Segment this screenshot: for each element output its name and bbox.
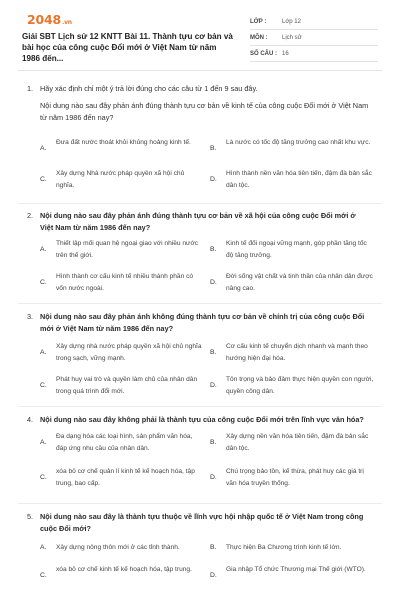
question-3 [0, 308, 400, 403]
option-text: Gia nhập Tổ chức Thương mại Thế giới (WTO). [226, 566, 366, 573]
question-text-part: Nội dung nào sau đây [40, 415, 118, 424]
option-letter: B. [210, 349, 217, 356]
option-letter: A. [40, 145, 47, 152]
question-divider [18, 406, 382, 407]
question-divider [18, 303, 382, 304]
option-letter: D. [210, 382, 217, 389]
option-text: Đưa đất nước thoát khỏi khủng hoảng kinh tế. [56, 139, 191, 146]
question-text [40, 414, 370, 426]
option-text: Hình thành cơ cấu kinh tế nhiều thành phần có vốn nước ngoài. [56, 273, 194, 292]
meta-value: 16 [282, 50, 289, 57]
site-logo[interactable] [27, 12, 72, 27]
option-letter: B. [210, 439, 217, 446]
meta-key: LỚP : [250, 18, 267, 25]
option-text: Tôn trọng và bảo đảm thực hiện quyền con người, quyền công dân. [226, 376, 374, 395]
question-text [40, 311, 370, 335]
option-text: Thực hiện Ba Chương trình kinh tế lớn. [226, 544, 342, 551]
option-letter: C. [40, 176, 47, 183]
question-text-part: phải là thành tựu của công cuộc Đổi mới trên lĩnh vực văn hóa? [139, 415, 364, 424]
question-4 [0, 411, 400, 501]
question-5 [0, 508, 400, 598]
option-letter: C. [40, 382, 47, 389]
question-text: Nội dung nào sau đây phản ánh đúng thành tựu cơ bản về kinh tế của công cuộc Đổi mới ở Việt Nam từ năm 1986 đến nay? [40, 101, 369, 122]
option-text: Hình thành nền văn hóa tiên tiến, đậm đà bản sắc dân tộc. [226, 170, 372, 189]
question-divider [18, 503, 382, 504]
meta-value: Lịch sử [282, 34, 302, 41]
option-text: Xây dựng nông thôn mới ở các tỉnh thành. [56, 544, 180, 551]
meta-key: MÔN : [250, 34, 268, 41]
question-text-part: Nội dung nào sau đây phản ánh [40, 312, 153, 321]
option-text: Kinh tế đối ngoại vững mạnh, góp phần tăng tốc độ tăng trưởng. [226, 240, 367, 259]
option-letter: B. [210, 246, 217, 253]
option-text: Chú trọng bảo tồn, kế thừa, phát huy các giá trị văn hóa truyền thống. [226, 468, 364, 487]
page-header [0, 0, 400, 68]
logo-text: 2048 [27, 12, 61, 27]
option-text: Đa dạng hóa các loại hình, sản phẩm văn hóa, đáp ứng nhu cầu của nhân dân. [56, 433, 193, 452]
option-letter: C. [40, 474, 47, 481]
meta-table [250, 14, 378, 62]
question-text: Nội dung nào sau đây là thành tựu thuộc về lĩnh vực hội nhập quốc tế ở Việt Nam trong công cuộc Đổi mới? [40, 512, 364, 533]
question-2 [0, 207, 400, 302]
question-text-emphasis: không [117, 415, 140, 424]
question-number: 2. [27, 211, 34, 220]
option-text: Xây dựng nền văn hóa tiên tiến, đậm đà bản sắc dân tộc. [226, 433, 369, 452]
option-letter: C. [40, 279, 47, 286]
page-title: Giải SBT Lịch sử 12 KNTT Bài 11. Thành tựu cơ bản và bài học của công cuộc Đổi mới ở Việt Nam từ năm 1986 đến... [22, 32, 233, 63]
meta-value: Lớp 12 [282, 18, 301, 25]
option-letter: D. [210, 474, 217, 481]
option-letter: D. [210, 572, 217, 579]
question-intro: Hãy xác định chỉ một ý trả lời đúng cho các câu từ 1 đến 9 sau đây. [40, 84, 258, 93]
option-text: xóa bỏ cơ chế quản lí kinh tế kế hoạch hóa, tập trung, bao cấp. [56, 468, 195, 487]
question-number: 3. [27, 312, 34, 321]
option-letter: A. [40, 439, 47, 446]
option-text: Xây dựng nhà nước pháp quyền xã hội chủ nghĩa trong sạch, vững mạnh. [56, 343, 202, 362]
question-divider [18, 203, 382, 204]
option-text: Đời sống vật chất và tinh thần của nhân dân được nâng cao. [226, 273, 373, 292]
option-letter: B. [210, 544, 217, 551]
option-text: Cơ cấu kinh tế chuyển dịch nhanh và mạnh theo hướng hiện đại hóa. [226, 343, 368, 362]
option-letter: C. [40, 572, 47, 579]
option-letter: B. [210, 145, 217, 152]
question-text-part: đúng thành tựu cơ bản về chính trị của công cuộc Đổi mới ở Việt Nam từ năm 1986 đến nay? [40, 312, 365, 333]
meta-row-subject [250, 30, 378, 46]
meta-row-class [250, 14, 378, 30]
option-text: Xây dựng Nhà nước pháp quyền xã hội chủ nghĩa. [56, 170, 185, 189]
option-text: xóa bỏ cơ chế kinh tế kế hoạch hóa, tập trung. [56, 566, 192, 573]
header-divider [18, 70, 382, 71]
meta-key: SỐ CÂU : [250, 50, 277, 57]
question-text-emphasis: không [152, 312, 175, 321]
option-letter: D. [210, 176, 217, 183]
question-number: 4. [27, 415, 34, 424]
option-text: Thiết lập mối quan hệ ngoại giao với nhiều nước trên thế giới. [56, 240, 199, 259]
option-letter: A. [40, 349, 47, 356]
option-text: Phát huy vai trò và quyền làm chủ của nhân dân trong quá trình đổi mới. [56, 376, 198, 395]
question-number: 5. [27, 512, 34, 521]
question-number: 1. [27, 84, 34, 93]
logo-suffix: .vn [62, 19, 72, 26]
option-letter: D. [210, 279, 217, 286]
question-text: Nội dung nào sau đây phản ánh đúng thành tựu cơ bản về xã hội của công cuộc Đổi mới ở Việt Nam từ năm 1986 đến nay? [40, 211, 356, 232]
option-letter: A. [40, 246, 47, 253]
meta-row-count [250, 46, 378, 62]
option-text: Là nước có tốc độ tăng trưởng cao nhất khu vực. [226, 139, 371, 146]
question-1 [0, 80, 400, 198]
option-letter: A. [40, 544, 47, 551]
